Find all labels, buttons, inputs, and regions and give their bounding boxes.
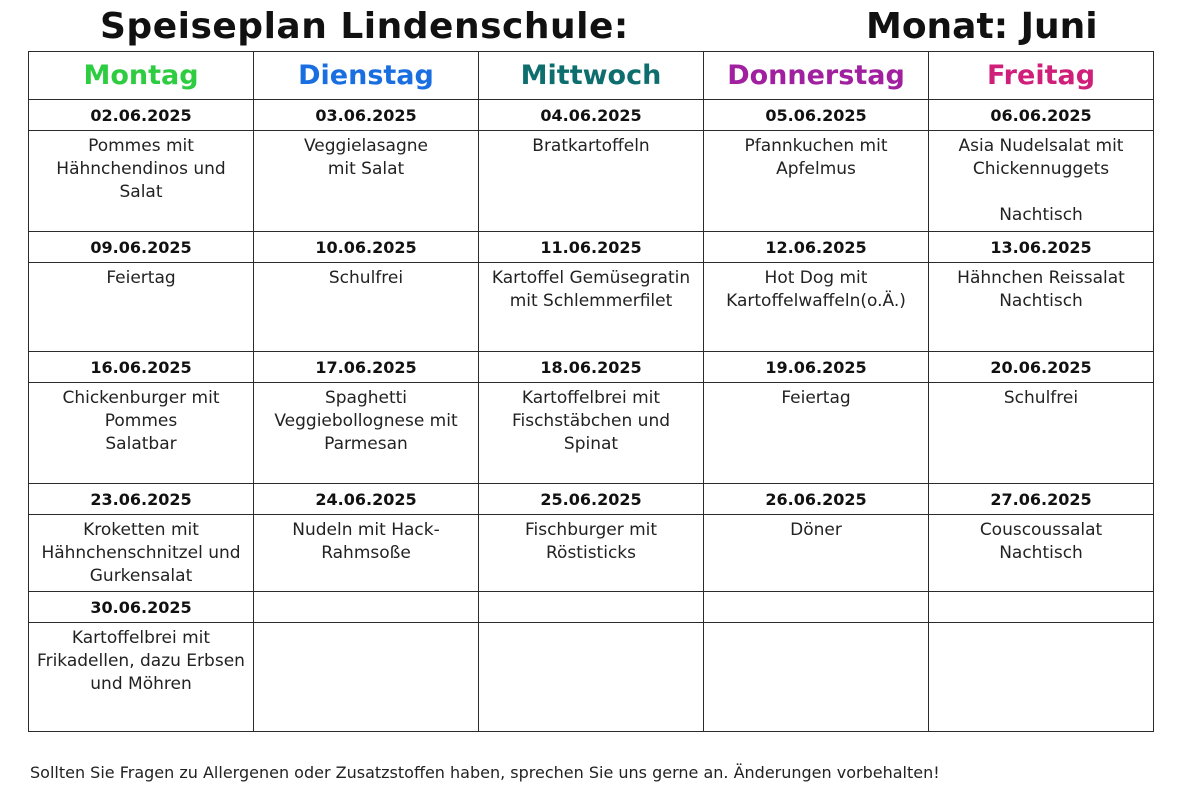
date-cell: 16.06.2025 xyxy=(29,352,254,383)
meal-cell xyxy=(254,623,479,732)
meal-cell: Chickenburger mit Pommes Salatbar xyxy=(29,383,254,484)
meal-row xyxy=(29,515,1154,592)
page-title: Speiseplan Lindenschule: xyxy=(100,6,629,47)
meal-cell: Nudeln mit Hack- Rahmsoße xyxy=(254,515,479,592)
date-cell xyxy=(704,592,929,623)
meal-row xyxy=(29,383,1154,484)
date-cell: 12.06.2025 xyxy=(704,232,929,263)
meal-row xyxy=(29,263,1154,352)
meal-cell: Fischburger mit Röstisticks xyxy=(479,515,704,592)
date-cell: 10.06.2025 xyxy=(254,232,479,263)
meal-cell xyxy=(704,623,929,732)
meal-cell: Feiertag xyxy=(29,263,254,352)
date-cell: 27.06.2025 xyxy=(929,484,1154,515)
meal-cell: Spaghetti Veggiebollognese mit Parmesan xyxy=(254,383,479,484)
date-cell: 17.06.2025 xyxy=(254,352,479,383)
meal-cell: Kartoffelbrei mit Fischstäbchen und Spinat xyxy=(479,383,704,484)
date-cell xyxy=(479,592,704,623)
meal-plan-table xyxy=(28,51,1154,732)
date-cell: 20.06.2025 xyxy=(929,352,1154,383)
date-cell: 30.06.2025 xyxy=(29,592,254,623)
meal-cell: Pfannkuchen mit Apfelmus xyxy=(704,131,929,232)
date-cell: 06.06.2025 xyxy=(929,100,1154,131)
date-cell xyxy=(254,592,479,623)
date-cell: 04.06.2025 xyxy=(479,100,704,131)
date-cell: 19.06.2025 xyxy=(704,352,929,383)
weekday-header-monday: Montag xyxy=(29,52,254,100)
meal-row xyxy=(29,131,1154,232)
meal-cell: Veggielasagne mit Salat xyxy=(254,131,479,232)
meal-cell xyxy=(929,623,1154,732)
meal-cell: Couscoussalat Nachtisch xyxy=(929,515,1154,592)
date-row xyxy=(29,352,1154,383)
meal-cell: Pommes mit Hähnchendinos und Salat xyxy=(29,131,254,232)
date-cell: 26.06.2025 xyxy=(704,484,929,515)
weekday-header-tuesday: Dienstag xyxy=(254,52,479,100)
meal-cell: Schulfrei xyxy=(254,263,479,352)
date-cell: 03.06.2025 xyxy=(254,100,479,131)
date-cell: 18.06.2025 xyxy=(479,352,704,383)
date-cell: 02.06.2025 xyxy=(29,100,254,131)
meal-cell: Asia Nudelsalat mit Chickennuggets Nachtisch xyxy=(929,131,1154,232)
meal-cell: Bratkartoffeln xyxy=(479,131,704,232)
date-cell: 13.06.2025 xyxy=(929,232,1154,263)
date-cell: 11.06.2025 xyxy=(479,232,704,263)
date-row xyxy=(29,484,1154,515)
date-cell xyxy=(929,592,1154,623)
date-cell: 25.06.2025 xyxy=(479,484,704,515)
month-label: Monat: Juni xyxy=(866,6,1098,47)
date-row xyxy=(29,232,1154,263)
weekday-header-friday: Freitag xyxy=(929,52,1154,100)
date-cell: 23.06.2025 xyxy=(29,484,254,515)
footer-note: Sollten Sie Fragen zu Allergenen oder Zusatzstoffen haben, sprechen Sie uns gerne an. Änderungen vorbehalten! xyxy=(30,763,940,782)
date-cell: 24.06.2025 xyxy=(254,484,479,515)
date-cell: 05.06.2025 xyxy=(704,100,929,131)
weekday-header-thursday: Donnerstag xyxy=(704,52,929,100)
date-row xyxy=(29,592,1154,623)
date-cell: 09.06.2025 xyxy=(29,232,254,263)
meal-cell: Kartoffel Gemüsegratin mit Schlemmerfilet xyxy=(479,263,704,352)
meal-cell: Hähnchen Reissalat Nachtisch xyxy=(929,263,1154,352)
weekday-header-row xyxy=(29,52,1154,100)
meal-cell: Hot Dog mit Kartoffelwaffeln(o.Ä.) xyxy=(704,263,929,352)
weekday-header-wednesday: Mittwoch xyxy=(479,52,704,100)
meal-row xyxy=(29,623,1154,732)
meal-cell xyxy=(479,623,704,732)
meal-cell: Kroketten mit Hähnchenschnitzel und Gurkensalat xyxy=(29,515,254,592)
meal-cell: Schulfrei xyxy=(929,383,1154,484)
meal-cell: Kartoffelbrei mit Frikadellen, dazu Erbsen und Möhren xyxy=(29,623,254,732)
meal-cell: Feiertag xyxy=(704,383,929,484)
meal-cell: Döner xyxy=(704,515,929,592)
date-row xyxy=(29,100,1154,131)
